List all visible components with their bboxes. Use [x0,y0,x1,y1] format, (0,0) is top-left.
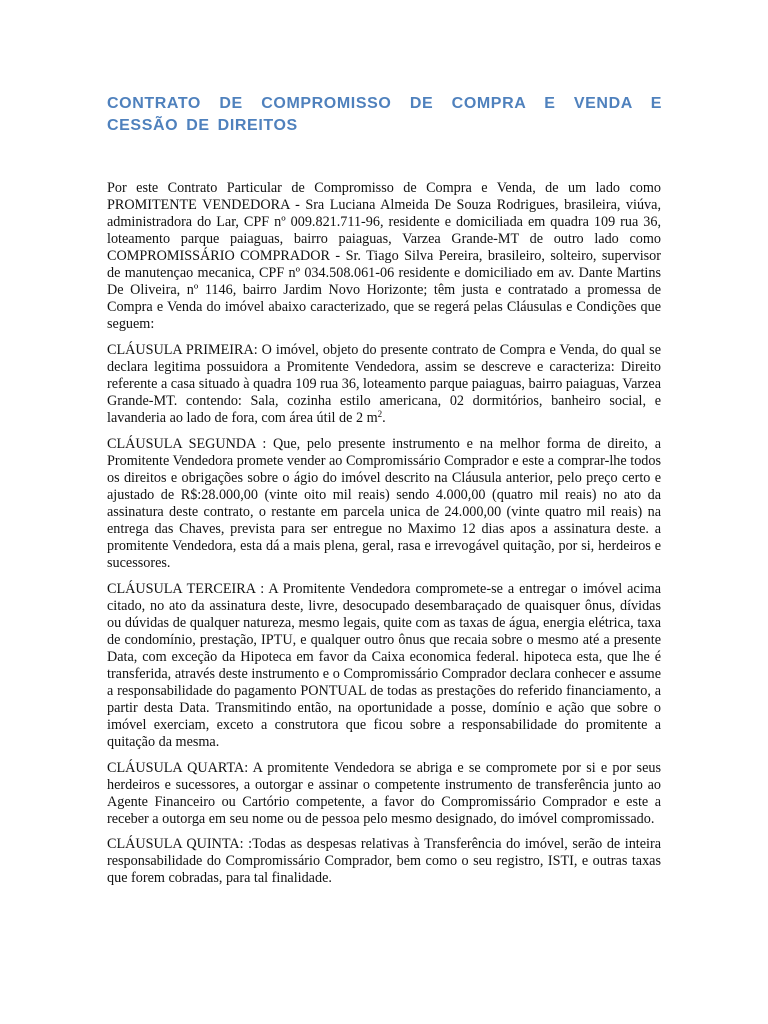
clause-segunda: CLÁUSULA SEGUNDA : Que, pelo presente instrumento e na melhor forma de direito, a Promitente Vendedora promete vender ao Compromissário Comprador e este a comprar-lhe todos os direitos e obrigações sobre o ágio do imóvel descrito na Cláusula anterior, pelo preço certo e ajustado de R$:28.000,00 (vinte oito mil reais) sendo 4.000,00 (quatro mil reais) no ato da assinatura deste contrato, o restante em parcela unica de 24.000,00 (vinte quatro mil reais) na entrega das Chaves, prevista para ser entregue no Maximo 12 dias apos a assinatura deste. a promitente Vendedora, esta dá a mais plena, geral, rasa e irrevogável quitação, por si, herdeiros e sucessores. [107,435,661,571]
clause-quarta: CLÁUSULA QUARTA: A promitente Vendedora se abriga e se compromete por si e por seus herdeiros e sucessores, a outorgar e assinar o competente instrumento de transferência junto ao Agente Financeiro ou Cartório competente, a favor do Compromissário Comprador e este a receber a outorga em seu nome ou de pessoa pelo mesmo designado, do imóvel compromissado. [107,759,661,827]
clause-quinta: CLÁUSULA QUINTA: :Todas as despesas relativas à Transferência do imóvel, serão de inteira responsabilidade do Compromissário Comprador, bem como o seu registro, ISTI, e outras taxas que forem cobradas, para tal finalidade. [107,836,661,887]
document-title: CONTRATO DE COMPROMISSO DE COMPRA E VENDA E CESSÃO DE DIREITOS [107,95,662,134]
intro-paragraph: Por este Contrato Particular de Compromisso de Compra e Venda, de um lado como PROMITENTE VENDEDORA - Sra Luciana Almeida De Souza Rodrigues, brasileira, viúva, administradora do Lar, CPF nº 009.821.711-96, residente e domiciliada em quadra 109 rua 36, loteamento parque paiaguas, bairro paiaguas, Varzea Grande-MT de outro lado como COMPROMISSÁRIO COMPRADOR - Sr. Tiago Silva Pereira, brasileiro, solteiro, supervisor de manutençao mecanica, CPF nº 034.508.061-06 residente e domiciliado em av. Dante Martins De Oliveira, nº 1146, bairro Jardim Novo Horizonte; têm justa e contratado a promessa de Compra e Venda do imóvel abaixo caracterizado, que se regerá pelas Cláusulas e Condições que seguem: [107,180,661,333]
clause-primeira [107,342,661,427]
clause-primeira-text: CLÁUSULA PRIMEIRA: O imóvel, objeto do presente contrato de Compra e Venda, do qual se declara legitima possuidora a Promitente Vendedora, assim se descreve e caracteriza: Direito referente a casa situado à quadra 109 rua 36, loteamento parque paiaguas, bairro paiaguas, Varzea Grande-MT. contendo: Sala, cozinha estilo americana, 02 dormitórios, banheiro social, e lavanderia ao lado de fora, com área útil de 2 m [107,341,661,427]
clause-terceira: CLÁUSULA TERCEIRA : A Promitente Vendedora compromete-se a entregar o imóvel acima citado, no ato da assinatura deste, livre, desocupado desembaraçado de quaisquer ônus, dívidas ou dúvidas de qualquer natureza, mesmo legais, quite com as taxas de água, energia elétrica, taxa de condomínio, prestação, IPTU, e qualquer outro ônus que recaia sobre o mesmo até a presente Data, com exceção da Hipoteca em favor da Caixa economica federal. hipoteca esta, que lhe é transferida, através deste instrumento e o Compromissário Comprador declara conhecer e assume a responsabilidade do pagamento PONTUAL de todas as prestações do referido financiamento, a partir desta Data. Transmitindo então, na oportunidade a posse, domínio e ação que sobre o imóvel exerciam, exceto a construtora que ficou sobre a responsabilidade do promitente a quitação da mesma. [107,580,661,750]
clause-primeira-end: . [382,410,386,427]
document-body [107,180,661,896]
square-meter-superscript: 2 [377,409,383,420]
